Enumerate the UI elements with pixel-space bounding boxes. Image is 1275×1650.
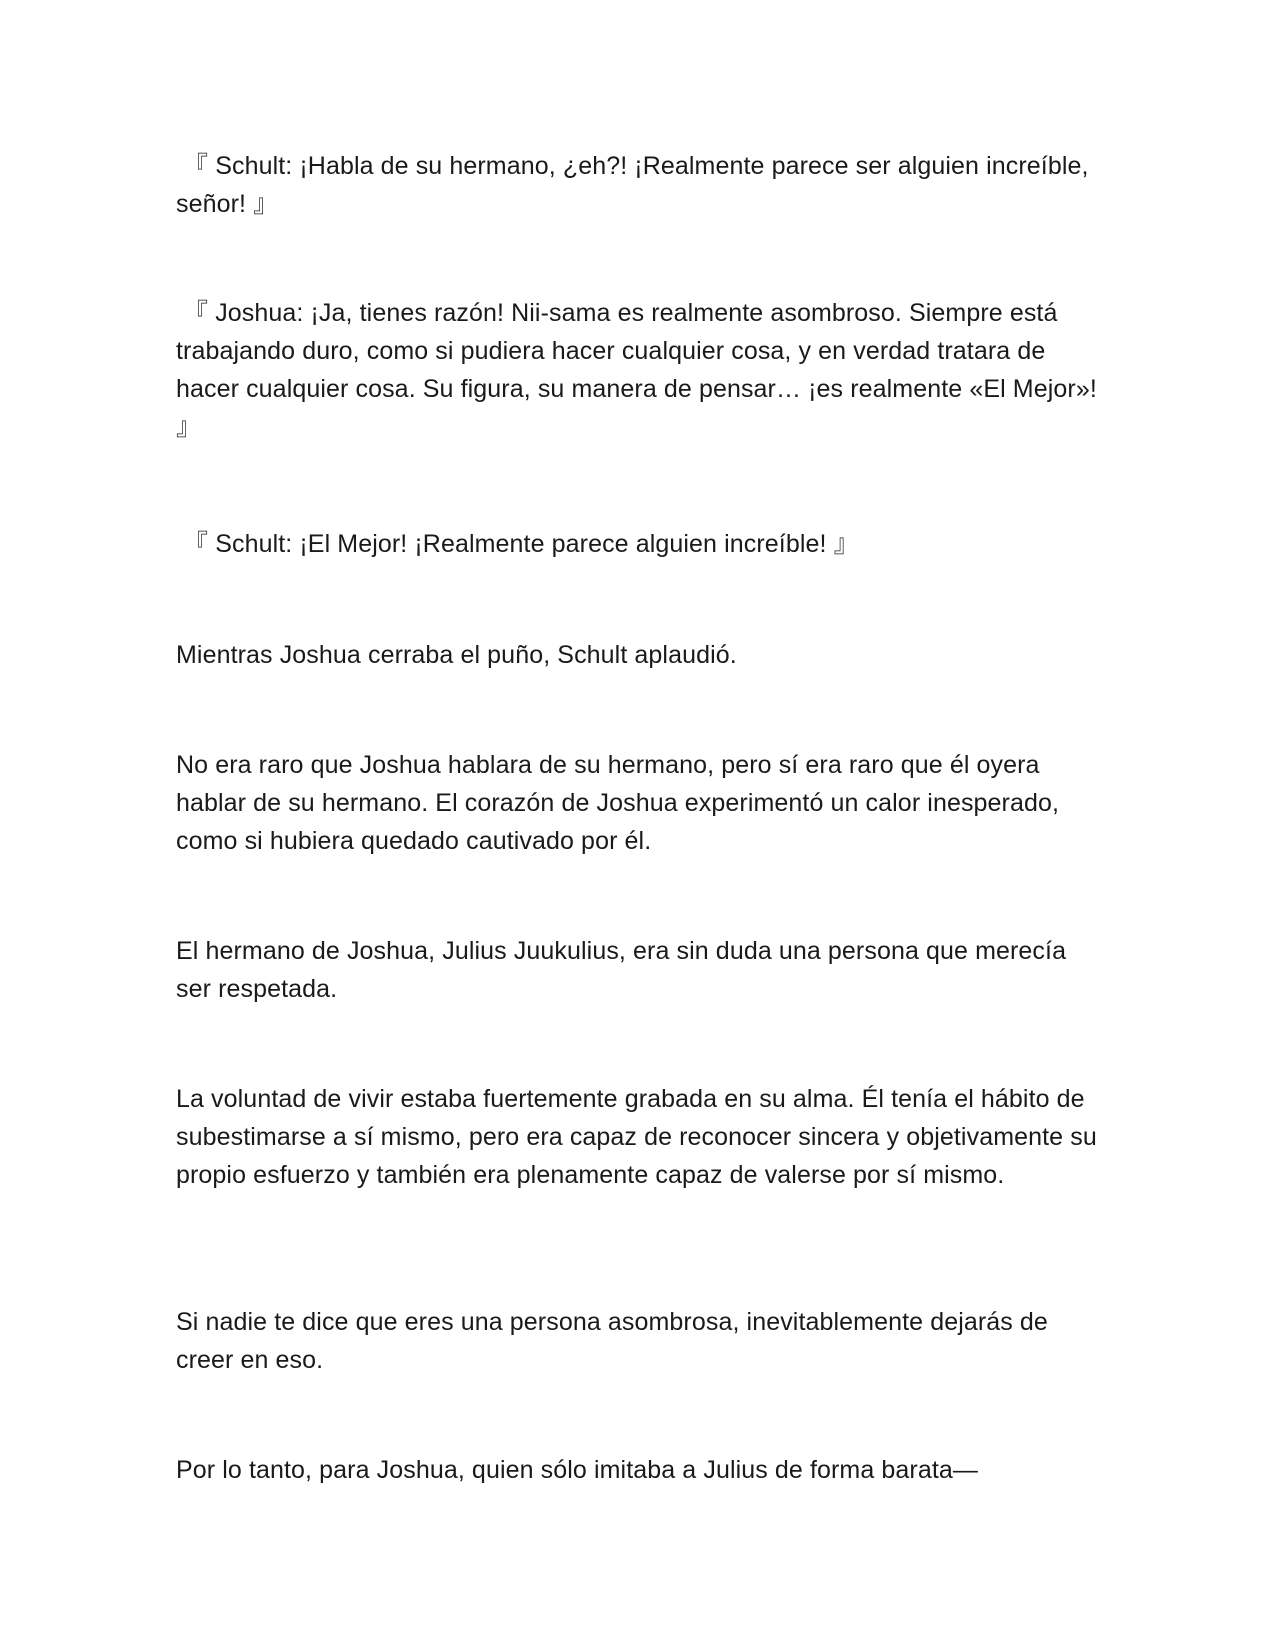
paragraph-3: 『 Schult: ¡El Mejor! ¡Realmente parece alguien increíble! 』 [176,530,859,558]
paragraph-9: Por lo tanto, para Joshua, quien sólo imitaba a Julius de forma barata— [176,1456,978,1484]
paragraph-4: Mientras Joshua cerraba el puño, Schult aplaudió. [176,641,737,669]
paragraph-5: No era raro que Joshua hablara de su hermano, pero sí era raro que él oyera hablar de su hermano. El corazón de Joshua experimentó un calor inesperado, como si hubiera quedado cautivado por él. [176,751,1060,855]
paragraph-8: Si nadie te dice que eres una persona asombrosa, inevitablemente dejarás de creer en eso. [176,1308,1048,1374]
paragraph-7: La voluntad de vivir estaba fuertemente grabada en su alma. Él tenía el hábito de subestimarse a sí mismo, pero era capaz de reconocer sincera y objetivamente su propio esfuerzo y también era plenamente capaz de valerse por sí mismo. [176,1085,1097,1189]
paragraph-2: 『 Joshua: ¡Ja, tienes razón! Nii-sama es realmente asombroso. Siempre está trabajando duro, como si pudiera hacer cualquier cosa, y en verdad tratara de hacer cualquier cosa. Su figura, su manera de pensar… ¡es realmente «El Mejor»! 』 [176,299,1097,441]
paragraph-6: El hermano de Joshua, Julius Juukulius, era sin duda una persona que merecía ser respetada. [176,937,1067,1003]
paragraph-1: 『 Schult: ¡Habla de su hermano, ¿eh?! ¡Realmente parece ser alguien increíble, señor! 』 [176,152,1089,218]
